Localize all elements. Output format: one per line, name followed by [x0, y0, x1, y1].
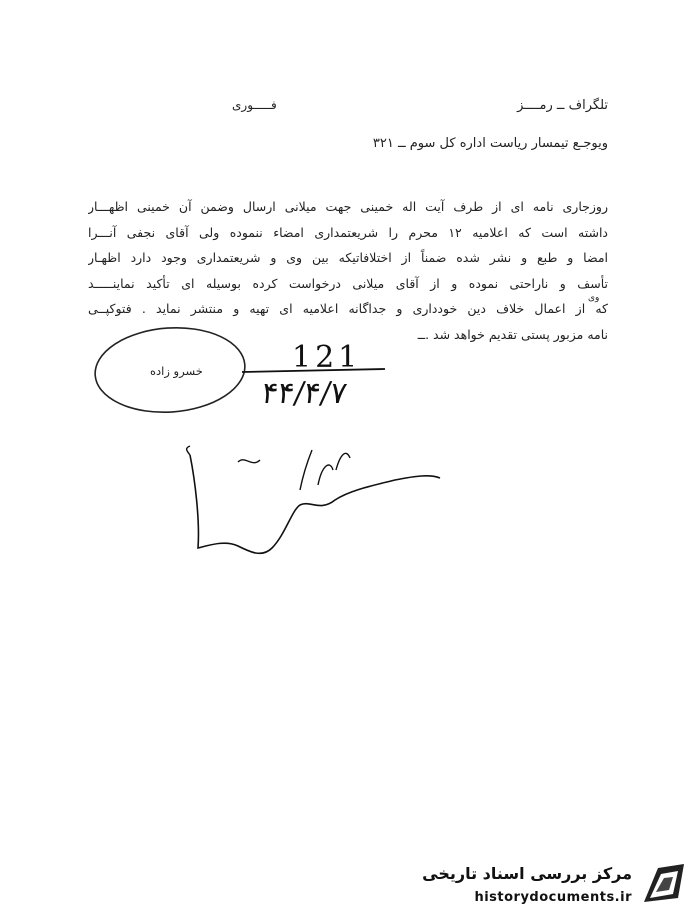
handwritten-number: 121: [292, 340, 362, 375]
urgency-label: فـــــوری: [232, 98, 277, 112]
telegram-type-label: تلگراف ــ رمــــز: [517, 98, 608, 113]
body-line-2: داشته است که اعلامیه ۱۲ محرم را شریعتمداری امضاء ننموده ولی آقای نجفی آنـــرا: [88, 224, 608, 240]
archive-url: historydocuments.ir: [474, 890, 632, 905]
signature-initials: [238, 450, 350, 490]
signature-stroke: [190, 455, 440, 553]
body-line-4: تأسف و ناراحتی نموده و از آقای میلانی درخواست کرده بوسیله ای تأکید نماینـــــد: [88, 275, 608, 291]
archive-logo-icon: [638, 858, 690, 910]
body-line-5: که از اعمال خلاف دین خودداری و جداگانه اعلامیه ای تهیه و منتشر نماید . فتوکپــی: [88, 301, 608, 317]
insertion-mark: وی: [588, 293, 600, 303]
handwritten-date: ۴۴/۴/۷: [259, 376, 350, 411]
archive-watermark: [414, 854, 694, 914]
body-line-3: امضا و طبع و نشر شده ضمناً از اختلافاتیکه بین وی و شریعتمداری وجود دارد اظهـار: [88, 250, 608, 266]
body-line-6: نامه مزبور پستی تقدیم خواهد شد .ــ: [417, 326, 608, 342]
signature-hook: [187, 446, 190, 455]
body-line-1: روزجاری نامه ای از طرف آیت اله خمینی جهت میلانی ارسال وضمن آن خمینی اظهـــار: [88, 199, 608, 214]
archive-title: مرکز بررسی اسناد تاریخی: [422, 864, 632, 883]
addressee-line: ویوجـع تیمسار ریاست اداره کل سوم ــ ۳۲۱: [372, 136, 608, 151]
stamp-name: خسرو زاده: [150, 364, 203, 378]
